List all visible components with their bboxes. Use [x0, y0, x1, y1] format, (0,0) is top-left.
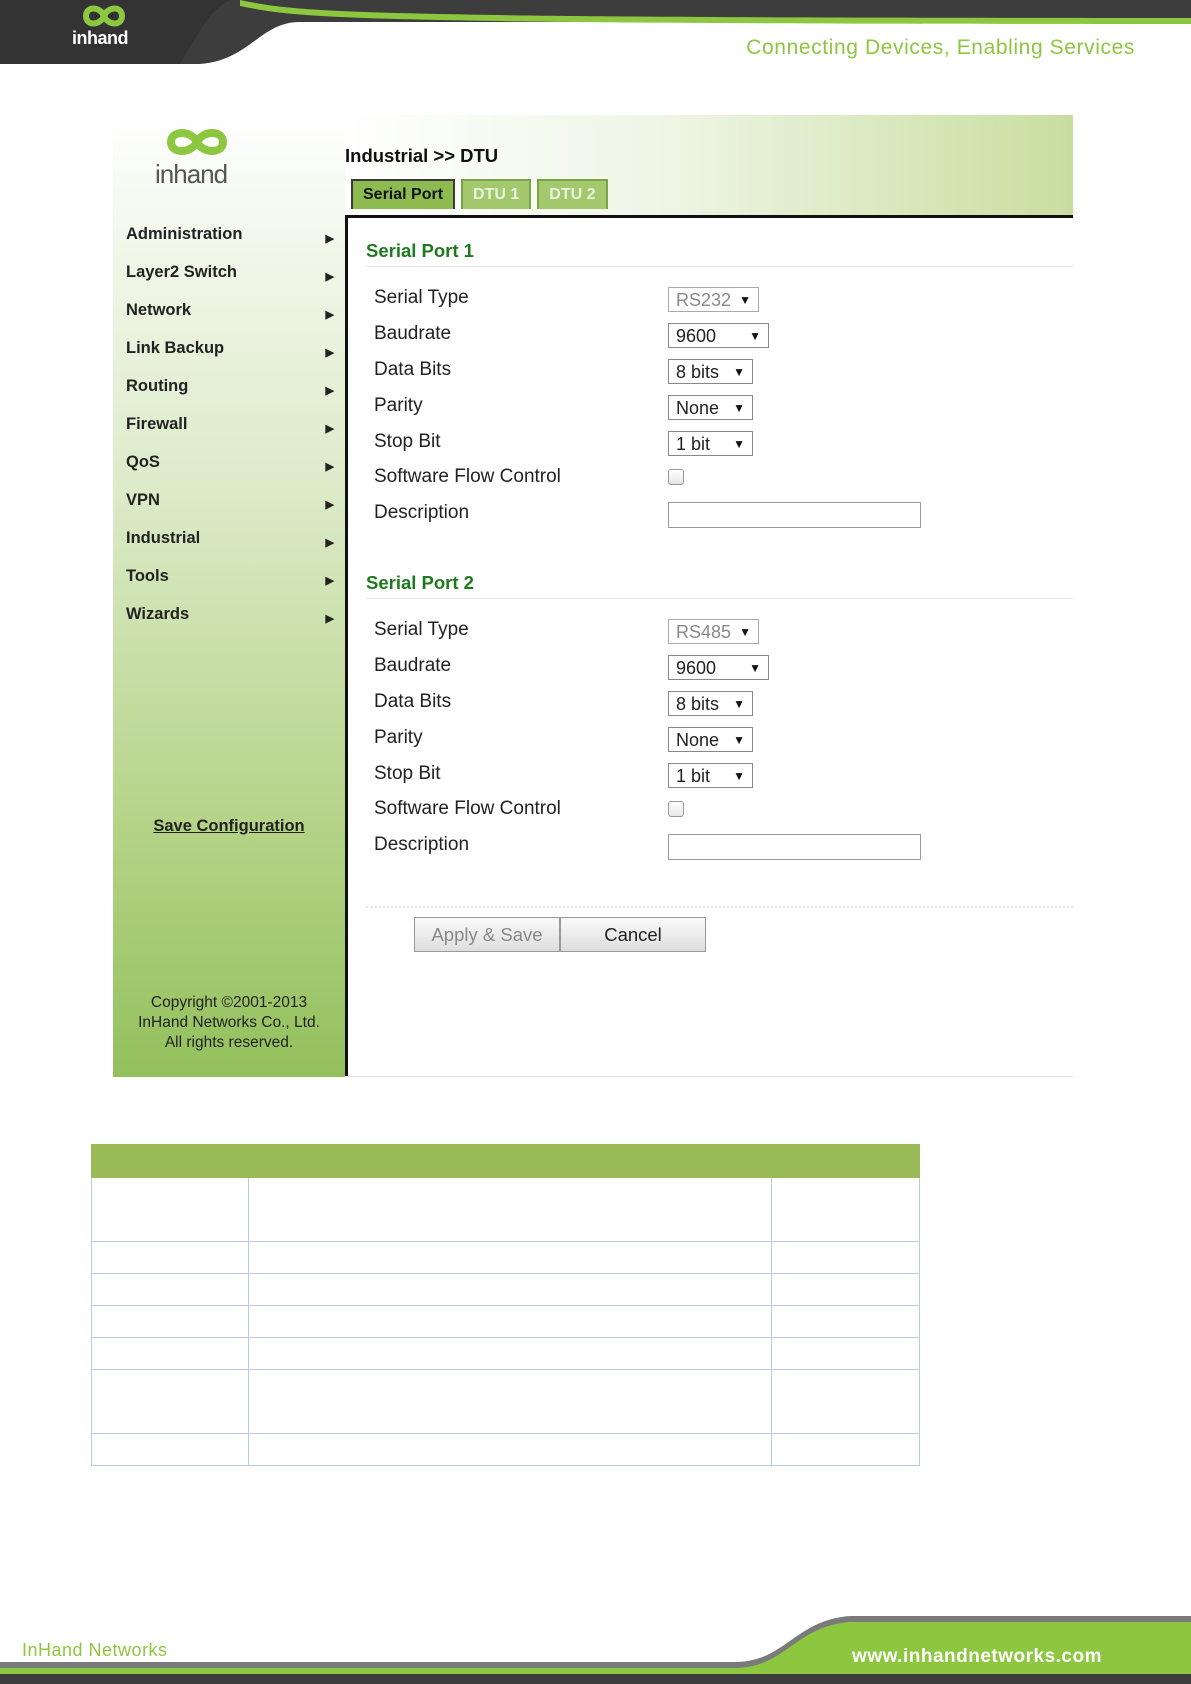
menu-item-layer2-switch[interactable] [126, 260, 338, 298]
table-cell [248, 1178, 772, 1242]
select-value: 9600 [676, 658, 717, 678]
footer-url: www.inhandnetworks.com [852, 1646, 1102, 1667]
table-cell [92, 1178, 249, 1242]
menu-item-firewall[interactable] [126, 412, 338, 450]
apply-save-button[interactable]: Apply & Save [414, 917, 560, 952]
serial-type-select [668, 287, 759, 312]
menu-item-routing[interactable] [126, 374, 338, 412]
select-value: RS485 [676, 622, 732, 642]
menu-item-label: Wizards [126, 605, 190, 623]
select-value: 8 bits [676, 694, 720, 714]
table-cell [248, 1242, 772, 1274]
header-tagline: Connecting Devices, Enabling Services [746, 36, 1135, 59]
table-row [92, 1274, 920, 1306]
serial-type-select [668, 619, 759, 644]
section-title-serial-port-2: Serial Port 2 [366, 572, 474, 593]
logo-text: inhand [72, 28, 128, 48]
software-flow-control-checkbox[interactable] [668, 801, 684, 817]
dotted-divider [366, 906, 1073, 908]
table-cell [248, 1274, 772, 1306]
logo-mark-icon [165, 127, 229, 157]
table-cell [772, 1274, 920, 1306]
table-cell [92, 1306, 249, 1338]
select-value: 8 bits [676, 362, 720, 382]
baudrate-label: Baudrate [374, 323, 452, 344]
chevron-right-icon: ▶ [325, 233, 334, 245]
table-row [92, 1434, 920, 1466]
sidebar-logo-text: inhand [155, 159, 228, 189]
caret-down-icon: ▼ [739, 625, 751, 639]
chevron-right-icon: ▶ [325, 423, 334, 435]
menu-item-label: QoS [126, 453, 160, 471]
chevron-right-icon: ▶ [325, 271, 334, 283]
page-header [345, 115, 1073, 215]
menu-item-industrial[interactable] [126, 526, 338, 564]
caret-down-icon: ▼ [733, 733, 745, 747]
menu-item-label: Network [126, 301, 192, 319]
baudrate-select[interactable] [668, 323, 769, 348]
table-cell [772, 1242, 920, 1274]
menu-item-label: Layer2 Switch [126, 263, 237, 281]
caret-down-icon: ▼ [733, 769, 745, 783]
copyright-line: Copyright ©2001-2013 [150, 994, 308, 1011]
content-bottom-border [345, 1076, 1073, 1077]
chevron-right-icon: ▶ [325, 575, 334, 587]
tab-serial-port[interactable]: Serial Port [351, 179, 455, 209]
router-web-ui [113, 115, 1073, 1077]
baudrate-label: Baudrate [374, 655, 452, 676]
table-cell [248, 1306, 772, 1338]
caret-down-icon: ▼ [749, 329, 761, 343]
stop-bit-label: Stop Bit [374, 431, 441, 452]
data-bits-label: Data Bits [374, 691, 452, 712]
tab-bar [351, 179, 614, 209]
select-value: 1 bit [676, 434, 711, 454]
table-cell [92, 1242, 249, 1274]
copyright [113, 993, 345, 1053]
description-input[interactable] [668, 834, 921, 860]
description-input[interactable] [668, 502, 921, 528]
chevron-right-icon: ▶ [325, 385, 334, 397]
menu-item-vpn[interactable] [126, 488, 338, 526]
save-configuration-link[interactable]: Save Configuration [153, 817, 305, 835]
caret-down-icon: ▼ [749, 661, 761, 675]
chevron-right-icon: ▶ [325, 461, 334, 473]
menu-item-label: Routing [126, 377, 189, 395]
menu-item-tools[interactable] [126, 564, 338, 602]
section-title-serial-port-1: Serial Port 1 [366, 240, 474, 261]
software-flow-control-label: Software Flow Control [374, 466, 561, 487]
menu-item-link-backup[interactable] [126, 336, 338, 374]
table-cell [248, 1434, 772, 1466]
select-value: None [676, 398, 720, 418]
caret-down-icon: ▼ [733, 697, 745, 711]
table-cell [92, 1434, 249, 1466]
inhand-logo [68, 4, 140, 50]
serial-type-label: Serial Type [374, 287, 469, 308]
cancel-button[interactable]: Cancel [560, 917, 706, 952]
menu-item-wizards[interactable] [126, 602, 338, 640]
copyright-line: InHand Networks Co., Ltd. [138, 1014, 320, 1031]
table-cell [248, 1370, 772, 1434]
content-panel [345, 215, 1073, 1077]
footer-brand: InHand Networks [22, 1640, 168, 1660]
parity-label: Parity [374, 395, 423, 416]
description-label: Description [374, 502, 470, 523]
select-value: 1 bit [676, 766, 711, 786]
table-row [92, 1306, 920, 1338]
software-flow-control-label: Software Flow Control [374, 798, 561, 819]
menu-item-label: Administration [126, 225, 243, 243]
stop-bit-select[interactable] [668, 431, 753, 456]
chevron-right-icon: ▶ [325, 309, 334, 321]
document-header [0, 0, 1191, 70]
menu-item-label: Tools [126, 567, 169, 585]
select-value: 9600 [676, 326, 717, 346]
table-cell [92, 1274, 249, 1306]
stop-bit-label: Stop Bit [374, 763, 441, 784]
table-row [92, 1242, 920, 1274]
tab-dtu-2[interactable]: DTU 2 [537, 179, 607, 209]
parameter-table [91, 1144, 920, 1466]
table-cell [772, 1178, 920, 1242]
table-header-row [92, 1145, 920, 1178]
table-cell [772, 1306, 920, 1338]
menu-item-label: Industrial [126, 529, 201, 547]
chevron-right-icon: ▶ [325, 499, 334, 511]
parity-select[interactable] [668, 395, 753, 420]
chevron-right-icon: ▶ [325, 613, 334, 625]
table-header-cell [772, 1145, 920, 1178]
copyright-line: All rights reserved. [164, 1034, 294, 1051]
data-bits-label: Data Bits [374, 359, 452, 380]
menu-item-qos[interactable] [126, 450, 338, 488]
section-divider [366, 598, 1073, 599]
menu-item-network[interactable] [126, 298, 338, 336]
breadcrumb: Industrial >> DTU [345, 145, 499, 166]
serial-type-label: Serial Type [374, 619, 469, 640]
table-cell [772, 1434, 920, 1466]
table-row [92, 1338, 920, 1370]
document-footer [0, 1612, 1191, 1684]
parity-select[interactable] [668, 727, 753, 752]
data-bits-select[interactable] [668, 691, 753, 716]
chevron-right-icon: ▶ [325, 537, 334, 549]
section-divider [366, 266, 1073, 267]
table-cell [248, 1338, 772, 1370]
menu-item-label: Link Backup [126, 339, 225, 357]
menu-item-administration[interactable] [126, 222, 338, 260]
caret-down-icon: ▼ [733, 365, 745, 379]
parity-label: Parity [374, 727, 423, 748]
select-value: RS232 [676, 290, 732, 310]
select-value: None [676, 730, 720, 750]
stop-bit-select[interactable] [668, 763, 753, 788]
table-header-cell [248, 1145, 772, 1178]
menu-item-label: VPN [126, 491, 160, 509]
sidebar [113, 115, 345, 1077]
table-cell [772, 1338, 920, 1370]
caret-down-icon: ▼ [739, 293, 751, 307]
table-row [92, 1178, 920, 1242]
table-cell [92, 1370, 249, 1434]
software-flow-control-checkbox[interactable] [668, 469, 684, 485]
table-header-cell [92, 1145, 249, 1178]
sidebar-menu [126, 222, 338, 640]
chevron-right-icon: ▶ [325, 347, 334, 359]
caret-down-icon: ▼ [733, 401, 745, 415]
table-row [92, 1370, 920, 1434]
description-label: Description [374, 834, 470, 855]
logo-mark-icon [82, 4, 126, 28]
data-bits-select[interactable] [668, 359, 753, 384]
table-cell [92, 1338, 249, 1370]
sidebar-logo [151, 127, 241, 197]
menu-item-label: Firewall [126, 415, 188, 433]
caret-down-icon: ▼ [733, 437, 745, 451]
tab-dtu-1[interactable]: DTU 1 [461, 179, 531, 209]
table-cell [772, 1370, 920, 1434]
baudrate-select[interactable] [668, 655, 769, 680]
